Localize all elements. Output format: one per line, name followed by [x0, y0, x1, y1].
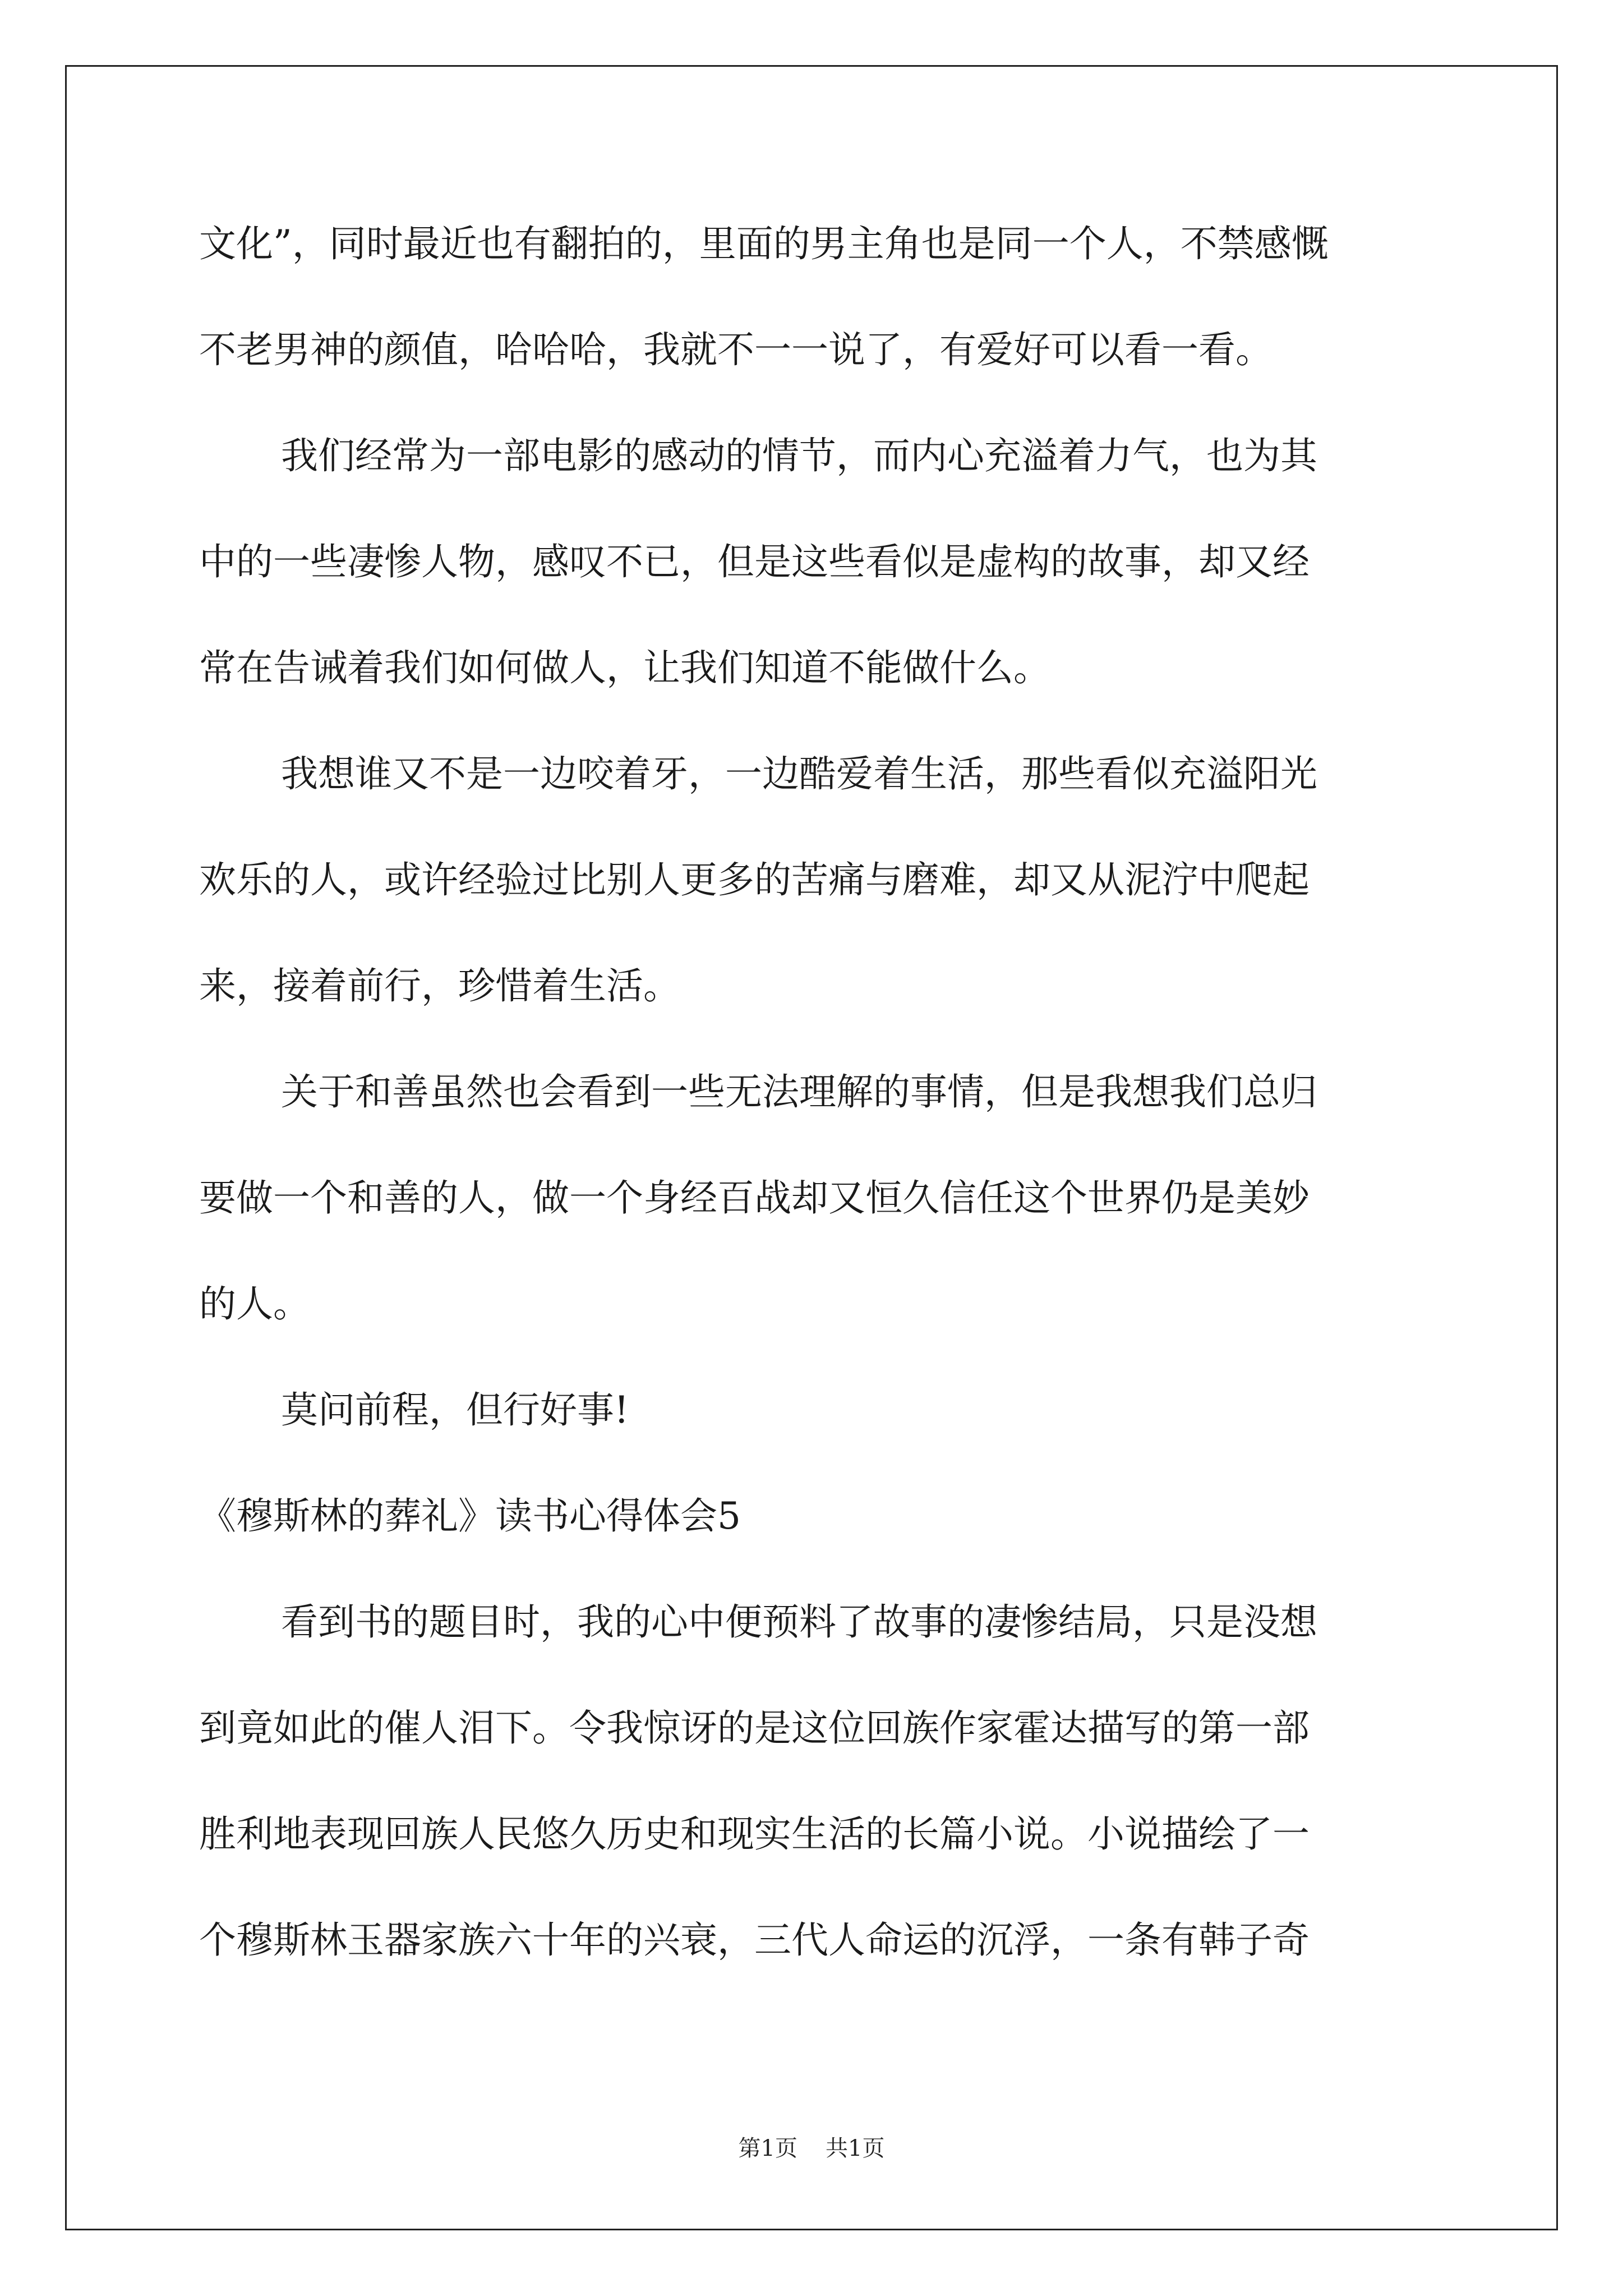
text-line: 到竟如此的催人泪下。令我惊讶的是这位回族作家霍达描写的第一部 [199, 1706, 1310, 1750]
page-total: 共1页 [826, 2136, 885, 2161]
page-number: 第1页 [738, 2136, 797, 2161]
text-line: 关于和善虽然也会看到一些无法理解的事情，但是我想我们总归 [281, 1070, 1317, 1114]
text-line: 莫问前程，但行好事! [281, 1388, 629, 1432]
text-line: 我想谁又不是一边咬着牙，一边酷爱着生活，那些看似充溢阳光 [281, 752, 1317, 795]
text-line: 我们经常为一部电影的感动的情节，而内心充溢着力气，也为其 [281, 434, 1317, 477]
document-body [199, 191, 1427, 1993]
text-line: 《穆斯林的葬礼》读书心得体会5 [199, 1494, 741, 1538]
text-line: 看到书的题目时，我的心中便预料了故事的凄惨结局，只是没想 [281, 1600, 1317, 1644]
page-footer [0, 2132, 1623, 2165]
text-line: 文化”，同时最近也有翻拍的，里面的男主角也是同一个人，不禁感慨 [199, 222, 1329, 265]
text-line: 欢乐的人，或许经验过比别人更多的苦痛与磨难，却又从泥泞中爬起 [199, 858, 1310, 901]
text-line: 胜利地表现回族人民悠久历史和现实生活的长篇小说。小说描绘了一 [199, 1812, 1310, 1856]
text-line: 不老男神的颜值，哈哈哈，我就不一一说了，有爱好可以看一看。 [199, 328, 1272, 371]
text-line: 要做一个和善的人，做一个身经百战却又恒久信任这个世界仍是美妙 [199, 1176, 1310, 1220]
text-line: 的人。 [199, 1282, 310, 1326]
text-line: 常在告诫着我们如何做人，让我们知道不能做什么。 [199, 646, 1050, 689]
text-line: 中的一些凄惨人物，感叹不已，但是这些看似是虚构的故事，却又经 [199, 540, 1310, 583]
text-line: 来，接着前行，珍惜着生活。 [199, 964, 680, 1007]
text-line: 个穆斯林玉器家族六十年的兴衰，三代人命运的沉浮，一条有韩子奇 [199, 1918, 1310, 1962]
